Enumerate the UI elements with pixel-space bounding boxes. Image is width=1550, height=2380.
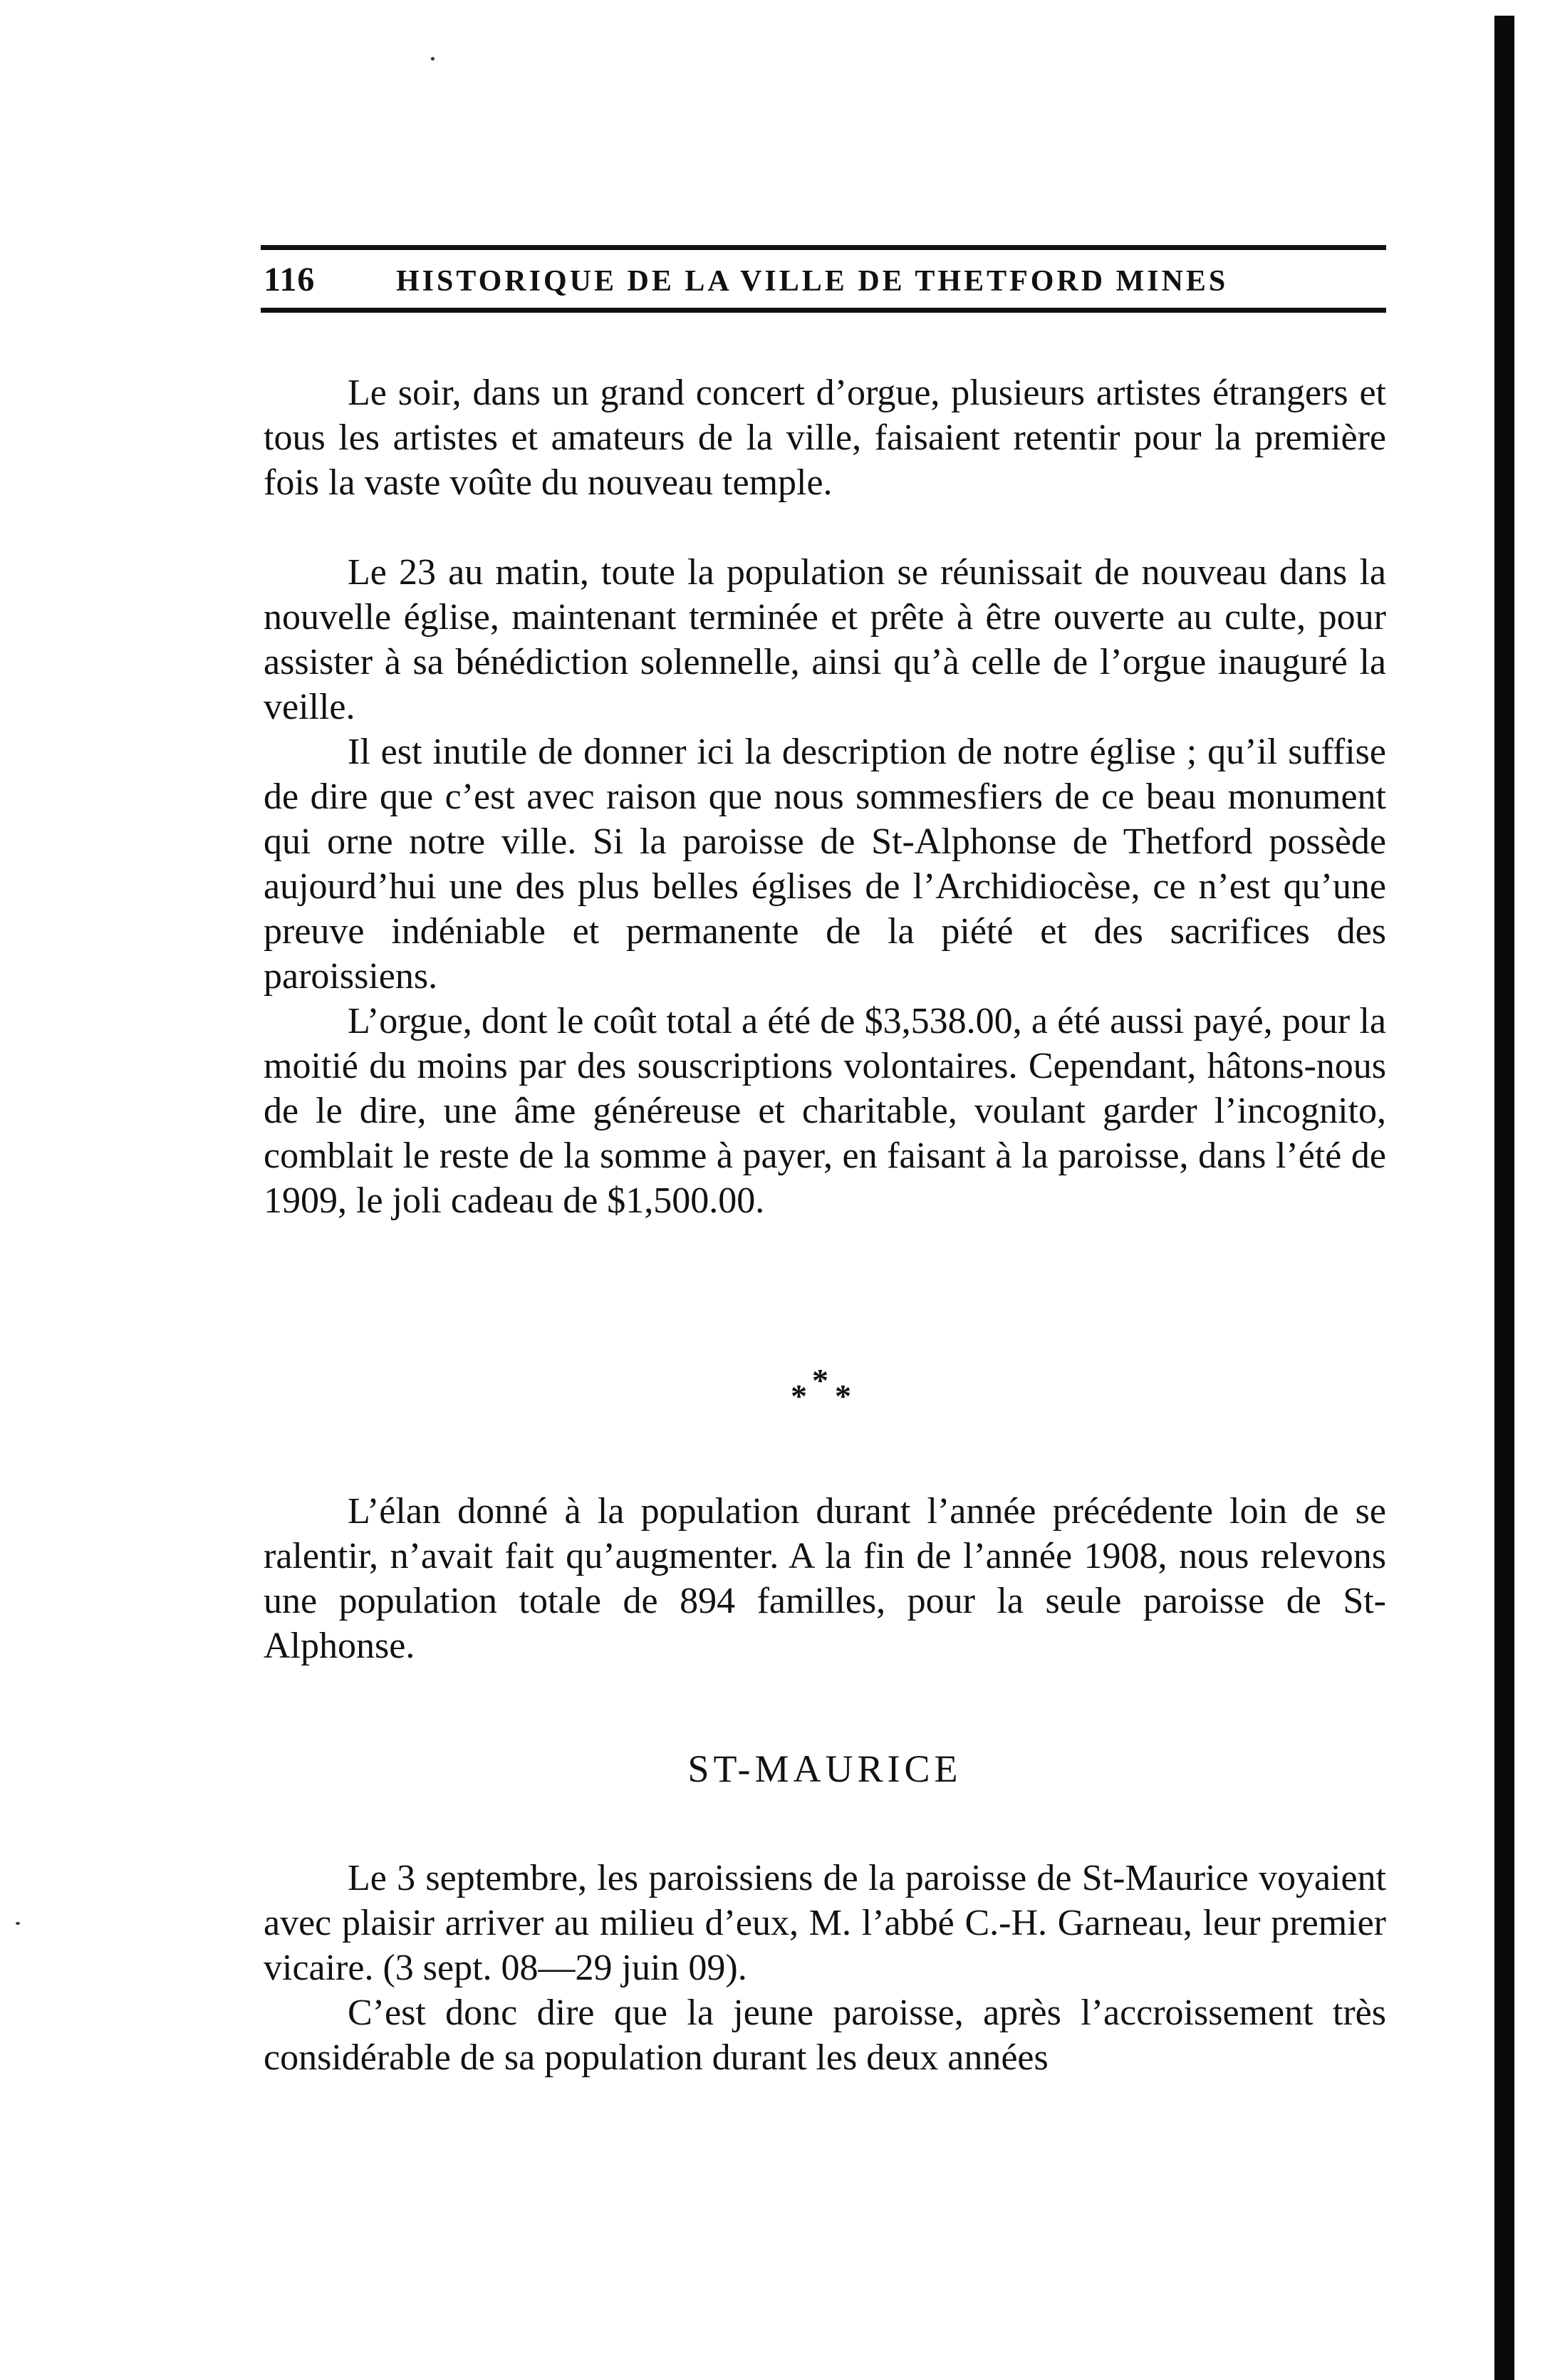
running-title: HISTORIQUE DE LA VILLE DE THETFORD MINES (396, 265, 1229, 298)
paragraph: L’orgue, dont le coût total a été de $3,538.00, a été aussi payé, pour la moitié du moins par des souscriptions volontaires. Cependant, hâtons-nous de le dire, une âme généreuse et charitable, voulant garder l’incognito, comblait le reste de la somme à payer, en faisant à la paroisse, dans l’été de 1909, le joli cadeau de $1,500.00. (264, 1001, 1386, 1221)
header-rule-bottom (261, 308, 1386, 313)
scan-edge-bar (1494, 16, 1514, 2380)
header-rule-top (261, 245, 1386, 250)
asterisk: * (791, 1378, 807, 1414)
scan-speck (431, 57, 435, 61)
paragraph: C’est donc dire que la jeune paroisse, après l’accroissement très considérable de sa population durant les deux années (264, 1992, 1386, 2078)
paragraph: Le 3 septembre, les paroissiens de la paroisse de St-Maurice voyaient avec plaisir arriver au milieu d’eux, M. l’abbé C.-H. Garneau, leur premier vicaire. (3 sept. 08—29 juin 09). (264, 1858, 1386, 1988)
page-number: 116 (264, 261, 316, 298)
paragraph: Il est inutile de donner ici la description de notre église ; qu’il suffise de dire que c’est avec raison que nous sommesfiers de ce beau monument qui orne notre ville. Si la paroisse de St-Alphonse de Thetford possède aujourd’hui une des plus belles églises de l’Archidiocèse, ce n’est qu’une preuve indéniable et permanente de la piété et des sacrifices des paroissiens. (264, 732, 1386, 997)
paragraph: L’élan donné à la population durant l’année précédente loin de se ralentir, n’avait fait qu’augmenter. A la fin de l’année 1908, nous relevons une population totale de 894 familles, pour la seule paroisse de St-Alphonse. (264, 1491, 1386, 1666)
asterisk: * (812, 1362, 828, 1398)
asterism-separator (769, 1364, 883, 1414)
paragraph: Le soir, dans un grand concert d’orgue, plusieurs artistes étrangers et tous les artistes et amateurs de la ville, faisaient retentir pour la première fois la vaste voûte du nouveau temple. (264, 373, 1386, 503)
page-header (264, 260, 1386, 303)
paragraph: Le 23 au matin, toute la population se réunissait de nouveau dans la nouvelle église, maintenant terminée et prête à être ouverte au culte, pour assister à sa bénédiction solennelle, ainsi qu’à celle de l’orgue inauguré la veille. (264, 552, 1386, 727)
scan-speck (16, 1922, 20, 1925)
section-heading: ST-MAURICE (687, 1747, 962, 1790)
asterisk: * (835, 1378, 851, 1414)
